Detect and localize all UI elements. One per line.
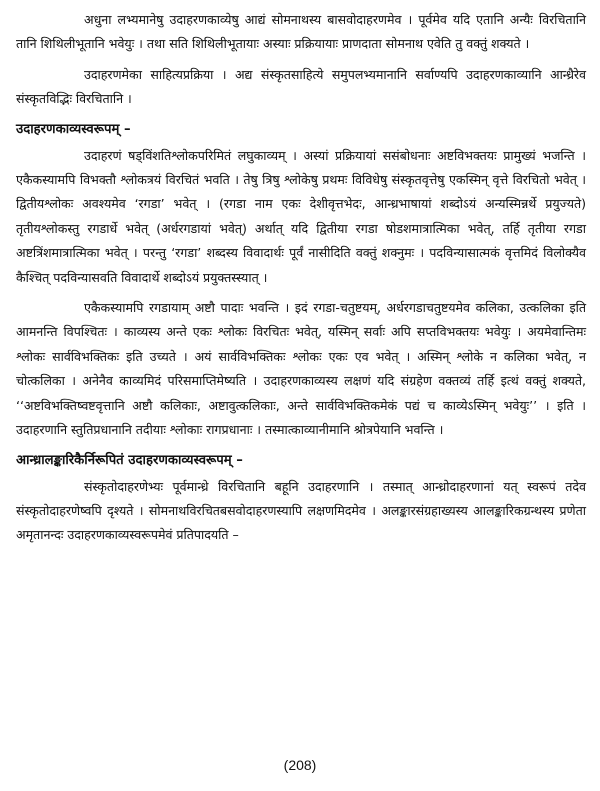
paragraph: संस्कृतोदाहरणेभ्यः पूर्वमान्ध्रे विरचितानि बहूनि उदाहरणानि । तस्मात् आन्ध्रोदाहरणानां यत् स्वरूपं तदेव संस्कृतोदाहरणेष्वपि दृश्यते । सोमनाथविरचितबसवोदाहरणस्यापि लक्षणमिदमेव । अलङ्कारसंग्रहाख्यस्य आलङ्कारिकग्रन्थस्य प्रणेता अमृतानन्दः उदाहरणकाव्यस्वरूपमेवं प्रतिपादयति – xyxy=(16,478,586,543)
section-heading: उदाहरणकाव्यस्वरूपम् – xyxy=(16,121,131,137)
section-heading: आन्ध्रालङ्कारिकैर्निरूपितं उदाहरणकाव्यस्वरूपम् – xyxy=(16,452,243,468)
page-number: (208) xyxy=(283,757,317,773)
paragraph: एकैकस्यामपि रगडायाम् अष्टौ पादाः भवन्ति । इदं रगडा-चतुष्टयम्, अर्धरगडाचतुष्टयमेव कलिका, उत्कलिका इति आमनन्ति विपश्चितः । काव्यस्य अन्ते एकः श्लोकः विरचितः भवेत्, यस्मिन् सर्वाः अपि सप्तविभक्तयः भवेयुः । अयमेवान्तिमः श्लोकः सार्वविभक्तिकः इति उच्यते । अयं सार्वविभक्तिकः श्लोकः एकः एव भवेत् । अस्मिन् श्लोके न कलिका भवेत्, न चोत्कलिका । अनेनैव काव्यमिदं परिसमाप्तिमेष्यति । उदाहरणकाव्यस्य लक्षणं यदि संग्रहेण वक्तव्यं तर्हि इत्थं वक्तुं शक्यते, ‘‘अष्टविभक्तिष्वष्टवृत्तानि अष्टौ कलिकाः, अष्टावुत्कलिकाः, अन्ते सार्वविभक्तिकमेकं पद्यं च काव्येऽस्मिन् भवेयुः’’ । इति । उदाहरणानि स्तुतिप्रधानानि तदीयाः श्लोकाः रागप्रधानाः । तस्मात्काव्यानीमानि श्रोत्रपेयानि भवन्ति । xyxy=(16,300,586,438)
paragraph: अधुना लभ्यमानेषु उदाहरणकाव्येषु आद्यं सोमनाथस्य बासवोदाहरणमेव । पूर्वमेव यदि एतानि अन्यैः विरचितानि तानि शिथिलीभूतानि भवेयुः । तथा सति शिथिलीभूतायाः अस्याः प्रक्रियायाः प्राणदाता सोमनाथ एवेति तु वक्तुं शक्यते । xyxy=(16,12,586,52)
paragraph: उदाहरणं षड्विंशतिश्लोकपरिमितं लघुकाव्यम् । अस्यां प्रक्रियायां ससंबोधनाः अष्टविभक्तयः प्रामुख्यं भजन्ति । एकैकस्यामपि विभक्तौ श्लोकत्रयं विरचितं भवति । तेषु त्रिषु श्लोकेषु प्रथमः विविधेषु संस्कृतवृत्तेषु एकस्मिन् वृत्ते विरचितो भवेत् । द्वितीयश्लोकः अवश्यमेव ‘रगडा’ भवेत् । (रगडा नाम एकः देशीवृत्तभेदः, आन्ध्रभाषायां शब्दोऽयं अन्यस्मिन्नर्थे प्रयुज्यते) तृतीयश्लोकस्तु रगडार्धे भवेत् (अर्धरगडायां भवेत्) अर्थात् यदि द्वितीया रगडा षोडशमात्रात्मिका भवेत्, तर्हि तृतीया रगडा अष्टत्रिंशमात्रात्मिका भवेत् । परन्तु ‘रगडा’ शब्दस्य विवादार्थः पूर्वं नासीदिति वक्तुं शक्नुमः । पदविन्यासात्मकं वृत्तमिदं विलोक्यैव कैश्चित् पदविन्यासवति विवादार्थे शब्दोऽयं प्रयुक्तस्स्यात् । xyxy=(16,147,586,285)
paragraph: उदाहरणमेका साहित्यप्रक्रिया । अद्य संस्कृतसाहित्ये समुपलभ्यमानानि सर्वाण्यपि उदाहरणकाव्यानि आन्ध्रैरेव संस्कृतविद्भिः विरचितानि । xyxy=(16,66,586,107)
